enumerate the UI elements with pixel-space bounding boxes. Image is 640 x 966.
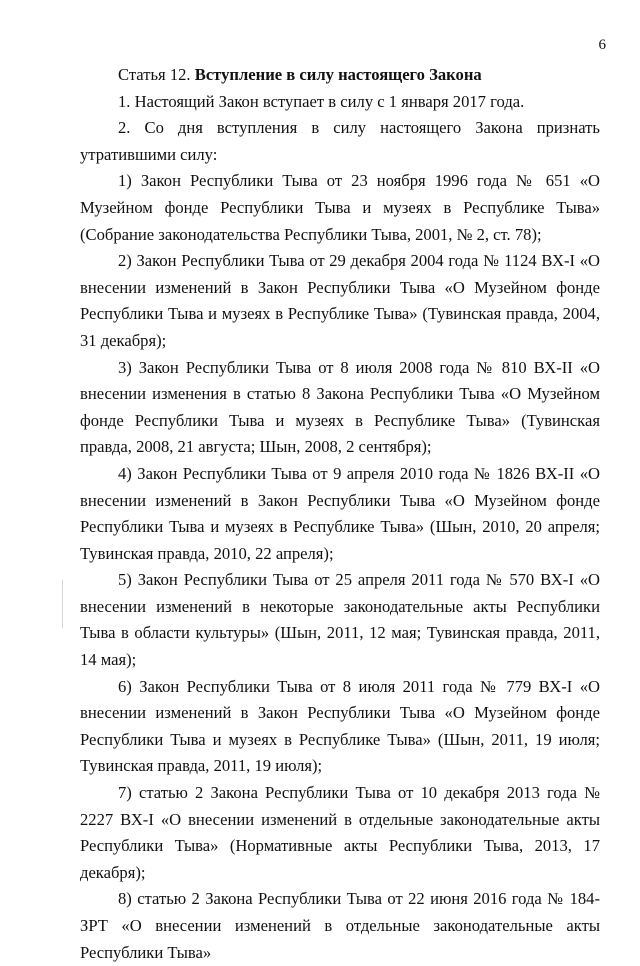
list-item-8: 8) статью 2 Закона Республики Тыва от 22 июня 2016 года № 184-ЗРТ «О внесении изменений в отдельные законодательные акты Республики Тыва» <box>80 889 600 962</box>
list-item-4: 4) Закон Республики Тыва от 9 апреля 2010 года № 1826 ВХ-II «О внесении изменений в Закон Республики Тыва «О Музейном фонде Республики Тыва и музеях в Республике Тыва» (Шын, 2010, 20 апреля; Тувинская правда, 2010, 22 апреля); <box>80 463 600 563</box>
scan-margin-mark <box>62 580 63 628</box>
list-item-5: 5) Закон Республики Тыва от 25 апреля 2011 года № 570 ВХ-I «О внесении изменений в некоторые законодательные акты Республики Тыва в области культуры» (Шын, 2011, 12 мая; Тувинская правда, 2011, 14 мая); <box>80 570 600 670</box>
article-label: Статья 12. <box>118 65 191 84</box>
list-item-2: 2) Закон Республики Тыва от 29 декабря 2004 года № 1124 ВХ-I «О внесении изменений в Закон Республики Тыва «О Музейном фонде Республики Тыва и музеях в Республике Тыва» (Тувинская правда, 2004, 31 декабря); <box>80 251 600 350</box>
document-body <box>80 62 600 966</box>
paragraph-1: 1. Настоящий Закон вступает в силу с 1 января 2017 года. <box>118 91 525 111</box>
list-item-6: 6) Закон Республики Тыва от 8 июля 2011 года № 779 ВХ-I «О внесении изменений в Закон Республики Тыва «О Музейном фонде Республики Тыва и музеях в Республике Тыва» (Шын, 2011, 19 июля; Тувинская правда, 2011, 19 июля); <box>80 676 600 776</box>
list-item-1: 1) Закон Республики Тыва от 23 ноября 1996 года № 651 «О Музейном фонде Республики Тыва и музеях в Республике Тыва» (Собрание законодательства Республики Тыва, 2001, № 2, ст. 78); <box>80 171 600 244</box>
list-item-7: 7) статью 2 Закона Республики Тыва от 10 декабря 2013 года № 2227 ВХ-I «О внесении изменений в отдельные законодательные акты Республики Тыва» (Нормативные акты Республики Тыва, 2013, 17 декабря); <box>80 783 600 882</box>
page-number: 6 <box>598 37 606 53</box>
article-title: Вступление в силу настоящего Закона <box>194 65 482 84</box>
paragraph-2: 2. Со дня вступления в силу настоящего Закона признать утратившими силу: <box>80 118 600 164</box>
list-item-3: 3) Закон Республики Тыва от 8 июля 2008 года № 810 ВХ-II «О внесении изменения в статью 8 Закона Республики Тыва «О Музейном фонде Республики Тыва и музеях в Республике Тыва» (Тувинская правда, 2008, 21 августа; Шын, 2008, 2 сентября); <box>80 357 600 457</box>
article-heading <box>80 62 600 89</box>
